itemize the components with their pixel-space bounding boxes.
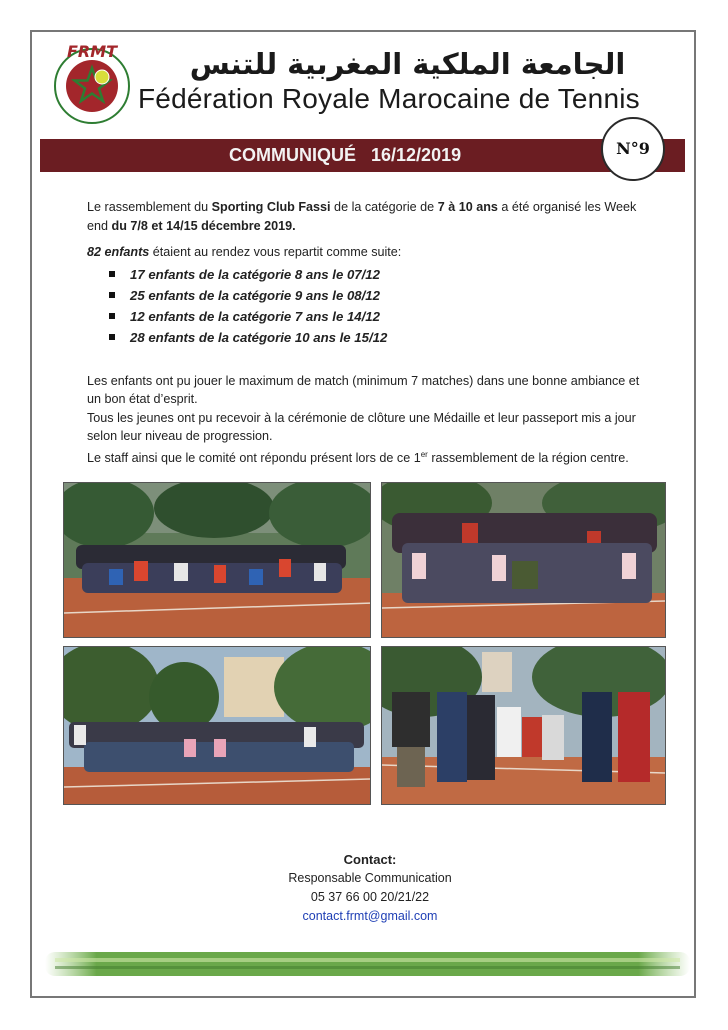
group-photo-1 (63, 482, 371, 638)
group-photo-2 (381, 482, 666, 638)
list-item (109, 306, 647, 327)
intro-text: Le rassemblement du (87, 200, 212, 214)
list-item (109, 264, 647, 285)
list-item-text: 17 enfants de la catégorie 8 ans le 07/12 (130, 266, 380, 282)
staff-text: Le staff ainsi que le comité ont répondu présent lors de ce 1 (87, 450, 421, 465)
contact-role: Responsable Communication (288, 871, 452, 885)
list-item-text: 12 enfants de la catégorie 7 ans le 14/12 (130, 308, 380, 324)
bullet-square-icon (109, 271, 115, 277)
contact-heading: Contact: (343, 852, 397, 867)
list-item (109, 285, 647, 306)
children-count: 82 enfants (87, 245, 150, 259)
frmt-logo (50, 40, 134, 126)
count-text: étaient au rendez vous repartit comme suite: (149, 245, 402, 259)
bullet-square-icon (109, 313, 115, 319)
intro-text: a été organisé les Week end (87, 200, 637, 233)
intro-text: de la catégorie de (330, 200, 438, 214)
count-paragraph (87, 243, 647, 262)
bullet-square-icon (109, 334, 115, 340)
federation-french-name: Fédération Royale Marocaine de Tennis (138, 83, 640, 114)
contact-email-link[interactable]: contact.frmt@gmail.com (302, 909, 438, 923)
category-list (87, 264, 647, 348)
intro-paragraph (87, 198, 647, 235)
bullet-square-icon (109, 292, 115, 298)
paragraph-matches: Les enfants ont pu jouer le maximum de match (minimum 7 matches) dans une bonne ambiance et un bon état d’esprit. (87, 373, 640, 406)
club-name: Sporting Club Fassi (211, 200, 331, 214)
staff-text: rassemblement de la région centre. (427, 450, 629, 465)
ordinal-suffix: er (420, 449, 428, 459)
list-item-text: 28 enfants de la catégorie 10 ans le 15/12 (130, 329, 388, 345)
communique-date: 16/12/2019 (371, 145, 462, 165)
number-badge: N°9 (601, 117, 665, 181)
paragraph-staff (87, 446, 647, 468)
group-photo-4 (381, 646, 666, 805)
grass-decoration (45, 950, 690, 980)
event-dates: du 7/8 et 14/15 décembre 2019. (111, 218, 296, 233)
paragraph-ceremony: Tous les jeunes ont pu recevoir à la cérémonie de clôture une Médaille et leur passeport mis a jour selon leur niveau de progression. (87, 410, 636, 443)
communique-body (87, 198, 647, 467)
communique-label: COMMUNIQUÉ (229, 145, 356, 165)
age-range: 7 à 10 ans (437, 200, 498, 214)
group-photo-3 (63, 646, 371, 805)
banner-title (229, 145, 461, 166)
list-item (109, 327, 647, 348)
logo-text: FRMT (66, 42, 118, 61)
list-item-text: 25 enfants de la catégorie 9 ans le 08/12 (130, 287, 380, 303)
federation-arabic-name: الجامعة الملكية المغربية للتنس (189, 47, 626, 81)
contact-block (200, 850, 540, 926)
contact-phone: 05 37 66 00 20/21/22 (310, 890, 430, 904)
